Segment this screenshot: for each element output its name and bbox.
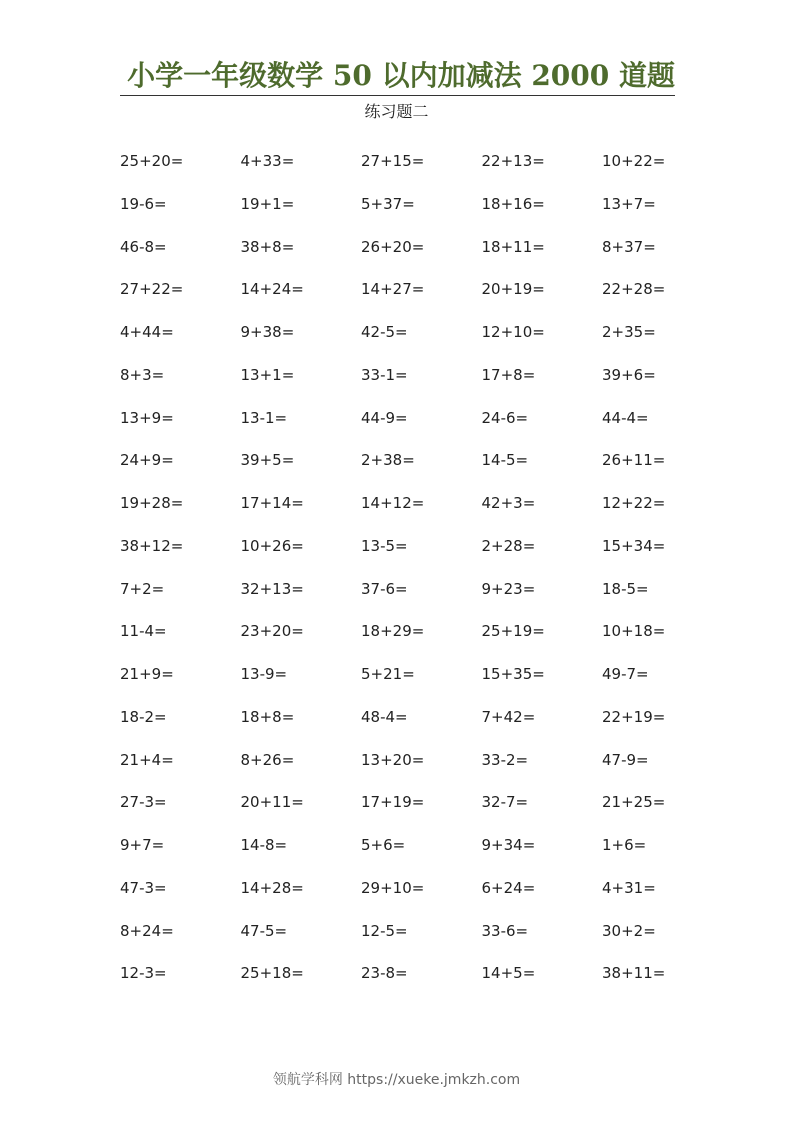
problem: 12+10= (481, 323, 545, 341)
problem: 22+13= (481, 152, 545, 170)
problem: 19-6= (120, 194, 167, 213)
problem: 26+20= (361, 237, 425, 256)
problem: 4+44= (120, 323, 174, 341)
problem: 33-6= (481, 921, 529, 940)
problem-row (120, 190, 740, 233)
problem: 25+20= (120, 152, 184, 170)
problem: 13+1= (240, 365, 295, 384)
problem: 2+28= (481, 536, 536, 555)
problem: 9+23= (481, 579, 536, 598)
problem: 12-3= (120, 964, 167, 983)
problem: 7+42= (481, 707, 536, 726)
problem: 15+35= (481, 665, 545, 683)
problem: 19+28= (120, 494, 184, 512)
problem: 38+8= (240, 237, 295, 256)
problem: 2+35= (602, 323, 656, 341)
problem-grid (120, 147, 740, 1002)
problem: 7+2= (120, 579, 165, 598)
problem: 17+8= (481, 365, 536, 384)
problem: 47-9= (602, 750, 649, 769)
problem: 14+24= (240, 280, 304, 299)
problem-row (120, 147, 740, 190)
problem: 13+7= (602, 194, 656, 213)
problem: 25+19= (481, 622, 545, 641)
problem: 47-3= (120, 878, 167, 897)
problem: 18+11= (481, 237, 545, 256)
problem: 26+11= (602, 451, 666, 470)
problem: 21+9= (120, 665, 174, 683)
problem: 12+22= (602, 494, 666, 512)
problem: 39+6= (602, 365, 656, 384)
problem: 4+33= (240, 152, 295, 170)
problem-row (120, 703, 740, 746)
problem: 10+26= (240, 536, 304, 555)
problem: 18-5= (602, 579, 649, 598)
problem-row (120, 361, 740, 404)
problem: 9+38= (240, 323, 295, 341)
problem: 19+1= (240, 194, 295, 213)
problem: 37-6= (361, 579, 408, 598)
problem: 24-6= (481, 408, 529, 427)
problem: 33-1= (361, 365, 408, 384)
problem-row (120, 489, 740, 532)
problem: 39+5= (240, 451, 295, 470)
problem: 8+24= (120, 921, 174, 940)
problem: 38+11= (602, 964, 666, 983)
problem: 8+3= (120, 365, 165, 384)
problem: 13-9= (240, 665, 288, 683)
problem: 27-3= (120, 793, 167, 812)
exercise-subtitle: 练习题二 (364, 102, 429, 121)
problem: 27+15= (361, 152, 425, 170)
problem-row (120, 788, 740, 831)
problem-row (120, 831, 740, 874)
problem: 12-5= (361, 921, 408, 940)
problem: 47-5= (240, 921, 288, 940)
problem-row (120, 404, 740, 447)
problem: 14-8= (240, 836, 288, 854)
problem: 20+11= (240, 793, 304, 812)
document-title: 小学一年级数学 50 以内加减法 2000 道题 (127, 59, 675, 92)
problem: 14+27= (361, 280, 425, 299)
problem-row (120, 917, 740, 960)
problem: 14+28= (240, 878, 304, 897)
problem: 29+10= (361, 878, 425, 897)
problem: 8+26= (240, 750, 295, 769)
problem-row (120, 959, 740, 1002)
problem-row (120, 275, 740, 318)
problem: 22+19= (602, 707, 666, 726)
problem: 14+5= (481, 964, 536, 983)
problem: 13+20= (361, 750, 425, 769)
problem: 5+37= (361, 194, 415, 213)
problem: 25+18= (240, 964, 304, 983)
problem: 44-9= (361, 408, 408, 427)
problem: 13-1= (240, 408, 288, 427)
problem: 9+34= (481, 836, 536, 854)
problem: 1+6= (602, 836, 647, 854)
problem: 48-4= (361, 707, 408, 726)
problem: 23-8= (361, 964, 408, 983)
problem: 17+19= (361, 793, 425, 812)
problem: 8+37= (602, 237, 656, 256)
problem: 14+12= (361, 494, 425, 512)
problem: 5+6= (361, 836, 406, 854)
problem: 20+19= (481, 280, 545, 299)
problem: 18+29= (361, 622, 425, 641)
problem-row (120, 446, 740, 489)
problem: 42-5= (361, 323, 408, 341)
problem: 4+31= (602, 878, 656, 897)
problem: 15+34= (602, 536, 666, 555)
problem-row (120, 233, 740, 276)
problem: 21+25= (602, 793, 666, 812)
problem: 32+13= (240, 579, 304, 598)
problem: 6+24= (481, 878, 536, 897)
problem: 13+9= (120, 408, 174, 427)
problem: 17+14= (240, 494, 304, 512)
problem: 32-7= (481, 793, 529, 812)
problem: 14-5= (481, 451, 529, 470)
problem: 49-7= (602, 665, 649, 683)
problem: 23+20= (240, 622, 304, 641)
problem: 42+3= (481, 494, 536, 512)
problem-row (120, 575, 740, 618)
problem: 9+7= (120, 836, 165, 854)
footer-source: 领航学科网 https://xueke.jmkzh.com (272, 1072, 521, 1088)
problem: 5+21= (361, 665, 415, 683)
problem: 38+12= (120, 536, 184, 555)
problem: 33-2= (481, 750, 529, 769)
problem-row (120, 617, 740, 660)
problem: 24+9= (120, 451, 174, 470)
problem: 22+28= (602, 280, 666, 299)
problem: 10+22= (602, 152, 666, 170)
problem: 18-2= (120, 707, 167, 726)
problem: 30+2= (602, 921, 656, 940)
problem: 27+22= (120, 280, 184, 299)
problem: 18+16= (481, 194, 545, 213)
problem: 44-4= (602, 408, 649, 427)
problem: 13-5= (361, 536, 408, 555)
problem-row (120, 660, 740, 703)
problem-row (120, 746, 740, 789)
problem: 2+38= (361, 451, 415, 470)
problem: 21+4= (120, 750, 174, 769)
title-underline (120, 95, 675, 96)
problem: 10+18= (602, 622, 666, 641)
problem: 11-4= (120, 622, 167, 641)
problem-row (120, 532, 740, 575)
problem-row (120, 318, 740, 361)
problem: 18+8= (240, 707, 295, 726)
problem: 46-8= (120, 237, 167, 256)
problem-row (120, 874, 740, 917)
